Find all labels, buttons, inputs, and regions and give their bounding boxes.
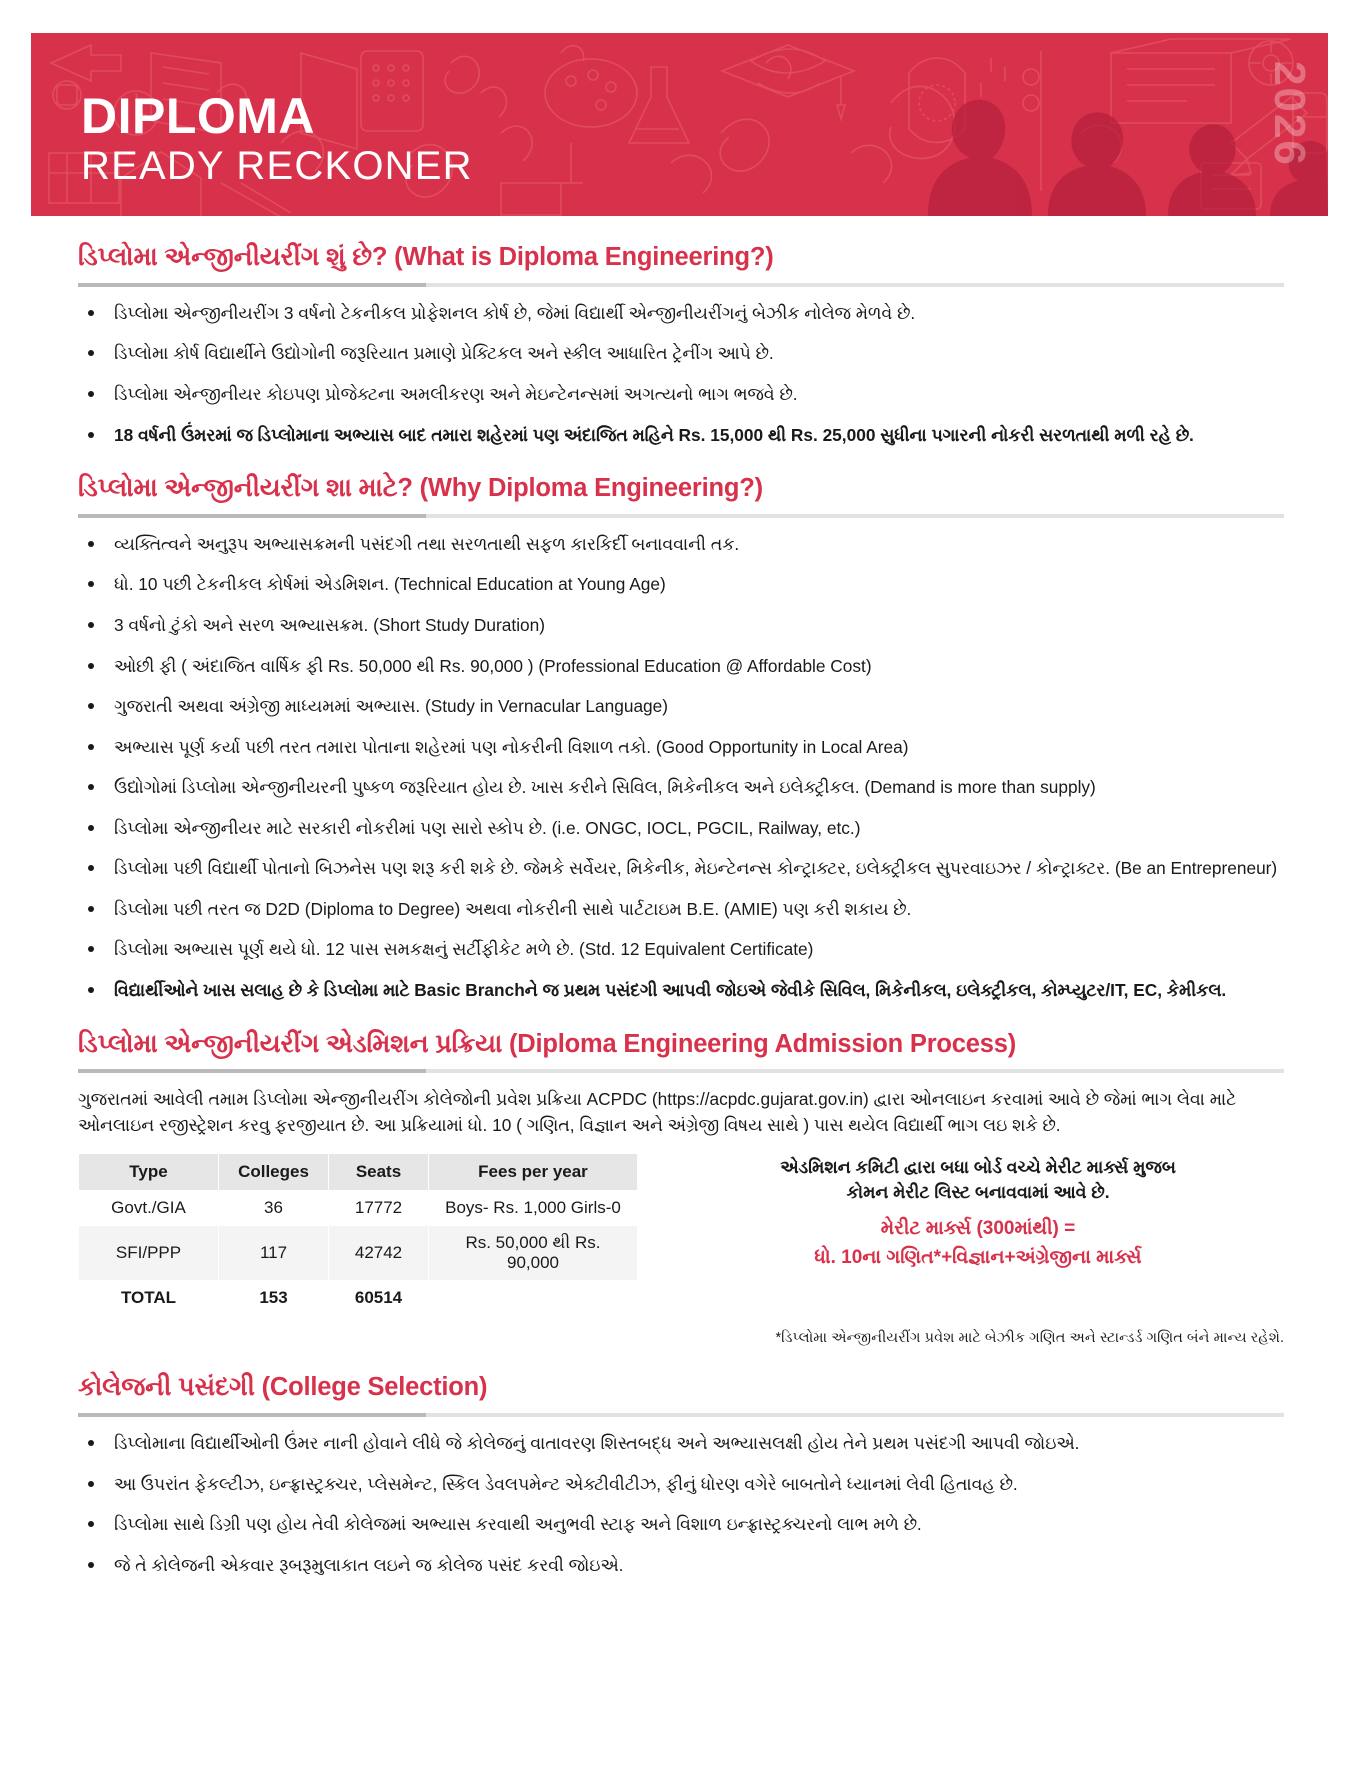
- merit-marks-formula: ધો. 10ના ગણિત*+વિજ્ઞાન+અંગ્રેજીના માર્ક્સ: [814, 1247, 1142, 1269]
- document-content: [0, 242, 1359, 1599]
- cell-seats: 42742: [329, 1226, 429, 1281]
- bullet-list-college-selection: [78, 1431, 1284, 1577]
- cell-type: TOTAL: [79, 1281, 219, 1316]
- section-heading-why-diploma: ડિપ્લોમા એન્જીનીયરીંગ શા માટે? (Why Diploma Engineering?): [78, 474, 763, 503]
- section-rule: [78, 283, 1284, 287]
- diploma-ready-reckoner-page: [0, 33, 1359, 1787]
- bullet-list-what-is-diploma: [78, 301, 1284, 447]
- admission-stats-row: [78, 1153, 1284, 1316]
- section-rule: [78, 514, 1284, 518]
- cell-fees: Rs. 50,000 થી Rs. 90,000: [429, 1226, 638, 1281]
- list-item: વ્યક્તિત્વને અનુરૂપ અભ્યાસક્રમની પસંદગી તથા સરળતાથી સફળ કારકિર્દી બનાવવાની તક.: [78, 532, 1284, 557]
- merit-note-line1: એડમિશન કમિટી દ્વારા બધા બોર્ડ વચ્ચે મેરીટ માર્ક્સ મુજબ: [780, 1157, 1176, 1178]
- list-item: ઉદ્યોગોમાં ડિપ્લોમા એન્જીનીયરની પુષ્કળ જરૂરિયાત હોય છે. ખાસ કરીને સિવિલ, મિકેનીકલ અને ઇલેક્ટ્રીકલ. (Demand is more than supply): [78, 775, 1284, 800]
- merit-note-line2: કોમન મેરીટ લિસ્ટ બનાવવામાં આવે છે.: [846, 1182, 1110, 1203]
- list-item: વિદ્યાર્થીઓને ખાસ સલાહ છે કે ડિપ્લોમા માટે Basic Branchને જ પ્રથમ પસંદગી આપવી જોઇએ જેવીકે સિવિલ, મિકેનીકલ, ઇલેક્ટ્રીકલ, કોમ્પ્યુટર/IT, EC, કેમીકલ.: [78, 978, 1284, 1003]
- column-header-type: Type: [79, 1154, 219, 1191]
- list-item: ડિપ્લોમા સાથે ડિગ્રી પણ હોય તેવી કોલેજમાં અભ્યાસ કરવાથી અનુભવી સ્ટાફ અને વિશાળ ઇન્ફ્રાસ્ટ્રક્ચરનો લાભ મળે છે.: [78, 1512, 1284, 1537]
- list-item: 18 વર્ષની ઉંમરમાં જ ડિપ્લોમાના અભ્યાસ બાદ તમારા શહેરમાં પણ અંદાજિત મહિને Rs. 15,000 થી Rs. 25,000 સુધીના પગારની નોકરી સરળતાથી મળી રહે છે.: [78, 423, 1284, 448]
- column-header-fees: Fees per year: [429, 1154, 638, 1191]
- banner-text-block: [81, 88, 473, 189]
- admission-stats-table: [78, 1153, 638, 1316]
- cell-seats: 60514: [329, 1281, 429, 1316]
- column-header-seats: Seats: [329, 1154, 429, 1191]
- header-banner: [31, 33, 1328, 216]
- list-item: ધો. 10 પછી ટેકનીકલ કોર્ષમાં એડમિશન. (Technical Education at Young Age): [78, 572, 1284, 597]
- list-item: ડિપ્લોમા પછી તરત જ D2D (Diploma to Degree) અથવા નોકરીની સાથે પાર્ટટાઇમ B.E. (AMIE) પણ કરી શકાય છે.: [78, 897, 1284, 922]
- admission-footnote: *ડિપ્લોમા એન્જીનીયરીંગ પ્રવેશ માટે બેઝીક ગણિત અને સ્ટાન્ડર્ડ ગણિત બંને માન્ય રહેશે.: [775, 1330, 1284, 1347]
- table-row: [79, 1191, 638, 1226]
- cell-type: SFI/PPP: [79, 1226, 219, 1281]
- table-header-row: [79, 1154, 638, 1191]
- list-item: 3 વર્ષનો ટુંકો અને સરળ અભ્યાસક્રમ. (Short Study Duration): [78, 613, 1284, 638]
- list-item: ઓછી ફી ( અંદાજિત વાર્ષિક ફી Rs. 50,000 થી Rs. 90,000 ) (Professional Education @ Affordable Cost): [78, 654, 1284, 679]
- banner-year: 2026: [1265, 61, 1314, 167]
- list-item: ડિપ્લોમા પછી વિદ્યાર્થી પોતાનો બિઝનેસ પણ શરૂ કરી શકે છે. જેમકે સર્વેયર, મિકેનીક, મેઇન્ટેનન્સ કોન્ટ્રાક્ટર, ઇલેક્ટ્રીકલ સુપરવાઇઝર / કોન્ટ્રાક્ટર. (Be an Entrepreneur): [78, 856, 1284, 881]
- table-row: [79, 1226, 638, 1281]
- merit-marks-note: [672, 1153, 1284, 1272]
- list-item: ડિપ્લોમા અભ્યાસ પૂર્ણ થયે ધો. 12 પાસ સમકક્ષનું સર્ટીફીકેટ મળે છે. (Std. 12 Equivalent Certificate): [78, 937, 1284, 962]
- merit-marks-formula-title: મેરીટ માર્ક્સ (300માંથી) =: [880, 1217, 1076, 1239]
- cell-colleges: 36: [219, 1191, 329, 1226]
- list-item: આ ઉપરાંત ફેકલ્ટીઝ, ઇન્ફ્રાસ્ટ્રક્ચર, પ્લેસમેન્ટ, સ્કિલ ડેવલપમેન્ટ એક્ટીવીટીઝ, ફીનું ધોરણ વગેરે બાબતોને ધ્યાનમાં લેવી હિતાવહ છે.: [78, 1472, 1284, 1497]
- list-item: ડિપ્લોમા એન્જીનીયર માટે સરકારી નોકરીમાં પણ સારો સ્કોપ છે. (i.e. ONGC, IOCL, PGCIL, Railway, etc.): [78, 816, 1284, 841]
- list-item: ગુજરાતી અથવા અંગ્રેજી માધ્યમમાં અભ્યાસ. (Study in Vernacular Language): [78, 694, 1284, 719]
- list-item: ડિપ્લોમા એન્જીનીયરીંગ 3 વર્ષનો ટેકનીકલ પ્રોફેશનલ કોર્ષ છે, જેમાં વિદ્યાર્થી એન્જીનીયરીંગનું બેઝીક નોલેજ મેળવે છે.: [78, 301, 1284, 326]
- section-heading-admission-process: ડિપ્લોમા એન્જીનીયરીંગ એડમિશન પ્રક્રિયા (Diploma Engineering Admission Process): [78, 1029, 1017, 1058]
- list-item: ડિપ્લોમા કોર્ષ વિદ્યાર્થીને ઉદ્યોગોની જરૂરિયાત પ્રમાણે પ્રેક્ટિકલ અને સ્કીલ આધારિત ટ્રેનીંગ આપે છે.: [78, 341, 1284, 366]
- cell-fees: [429, 1281, 638, 1316]
- cell-colleges: 117: [219, 1226, 329, 1281]
- section-heading-what-is-diploma: ડિપ્લોમા એન્જીનીયરીંગ શું છે? (What is Diploma Engineering?): [78, 243, 774, 271]
- bullet-list-why-diploma: [78, 532, 1284, 1003]
- cell-fees: Boys- Rs. 1,000 Girls-0: [429, 1191, 638, 1226]
- table-row-total: [79, 1281, 638, 1316]
- banner-subtitle: READY RECKONER: [81, 144, 473, 188]
- section-rule: [78, 1413, 1284, 1417]
- cell-colleges: 153: [219, 1281, 329, 1316]
- cell-type: Govt./GIA: [79, 1191, 219, 1226]
- banner-title: DIPLOMA: [81, 88, 316, 144]
- column-header-colleges: Colleges: [219, 1154, 329, 1191]
- cell-seats: 17772: [329, 1191, 429, 1226]
- section-heading-college-selection: કોલેજની પસંદગી (College Selection): [78, 1373, 488, 1402]
- section-rule: [78, 1069, 1284, 1073]
- list-item: અભ્યાસ પૂર્ણ કર્યા પછી તરત તમારા પોતાના શહેરમાં પણ નોકરીની વિશાળ તકો. (Good Opportunity in Local Area): [78, 735, 1284, 760]
- list-item: ડિપ્લોમા એન્જીનીયર કોઇપણ પ્રોજેક્ટના અમલીકરણ અને મેઇન્ટેનન્સમાં અગત્યનો ભાગ ભજવે છે.: [78, 382, 1284, 407]
- admission-paragraph: ગુજરાતમાં આવેલી તમામ ડિપ્લોમા એન્જીનીયરીંગ કોલેજોની પ્રવેશ પ્રક્રિયા ACPDC (https://acpdc.gujarat.gov.in) દ્વારા ઓનલાઇન કરવામાં આવે છે જેમાં ભાગ લેવા માટે ઓનલાઇન રજીસ્ટ્રેશન કરવુ ફરજીયાત છે. આ પ્રક્રિયામાં ધો. 10 ( ગણિત, વિજ્ઞાન અને અંગ્રેજી વિષય સાથે ) પાસ થયેલ વિદ્યાર્થી ભાગ લઇ શકે છે.: [78, 1089, 1237, 1136]
- list-item: જે તે કોલેજની એકવાર રૂબરૂમુલાકાત લઇને જ કોલેજ પસંદ કરવી જોઇએ.: [78, 1553, 1284, 1578]
- list-item: ડિપ્લોમાના વિદ્યાર્થીઓની ઉંમર નાની હોવાને લીધે જે કોલેજનું વાતાવરણ શિસ્તબદ્ધ અને અભ્યાસલક્ષી હોય તેને પ્રથમ પસંદગી આપવી જોઇએ.: [78, 1431, 1284, 1456]
